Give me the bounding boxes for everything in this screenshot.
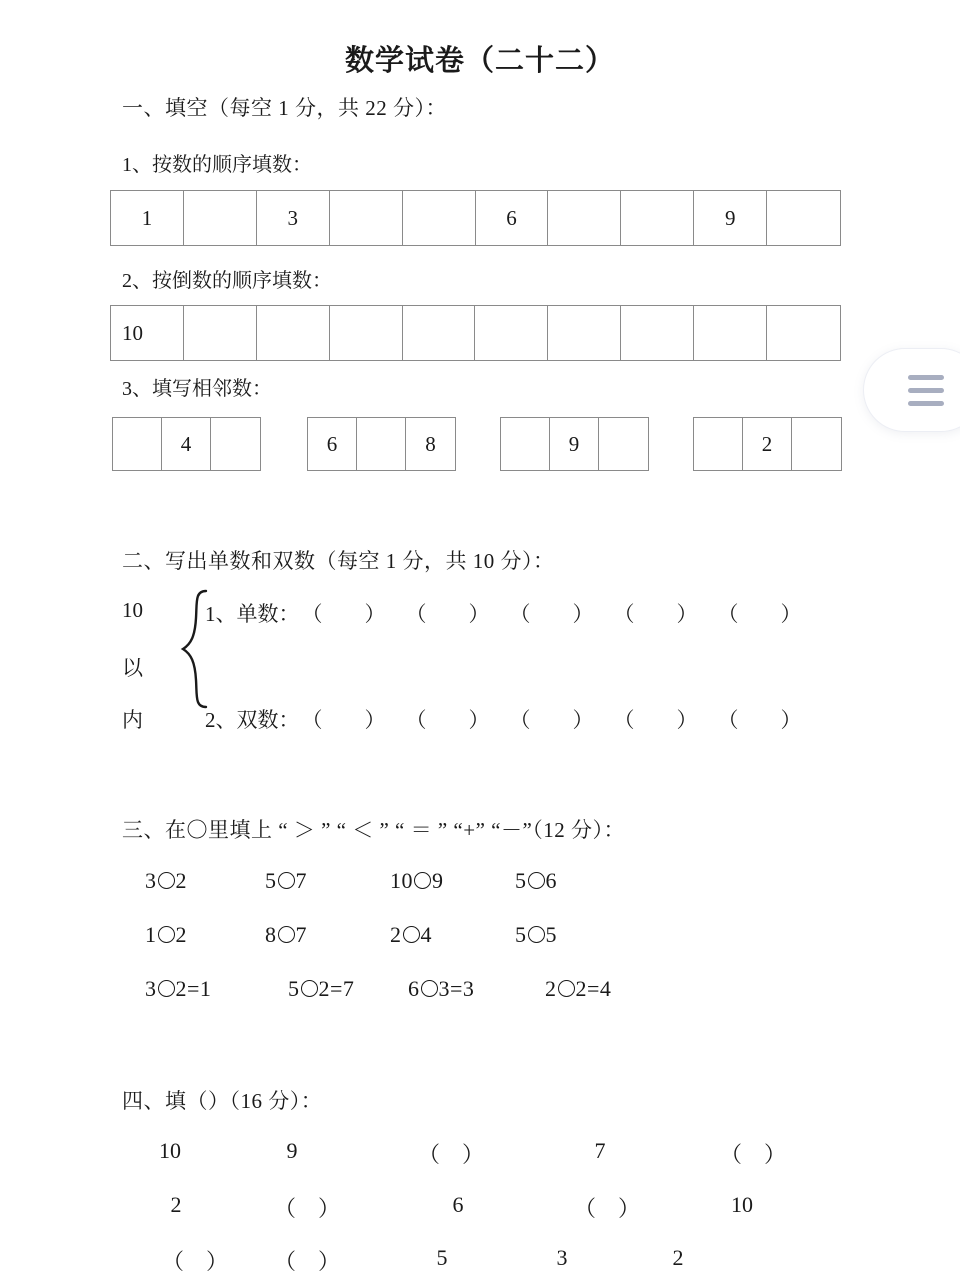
comparison-item[interactable] — [390, 922, 432, 948]
fill-cell[interactable]: （ ） — [273, 1249, 340, 1274]
table-cell[interactable]: 8 — [425, 431, 436, 456]
operand-right: 7 — [295, 922, 307, 947]
answer-blank[interactable]: （ ） — [301, 708, 386, 732]
operand-right: 2 — [175, 922, 187, 947]
table-cell[interactable] — [403, 191, 476, 245]
operand-tail: =1 — [187, 976, 212, 1001]
even-numbers-label: 2、双数： — [205, 708, 300, 732]
operand-left: 5 — [288, 976, 300, 1001]
operand-left: 2 — [390, 922, 402, 947]
fill-cell[interactable]: 2 — [672, 1245, 684, 1270]
fill-cell[interactable]: 5 — [436, 1245, 448, 1270]
operand-tail: =3 — [450, 976, 475, 1001]
table-cell[interactable] — [621, 191, 694, 245]
sequence-table-ascending — [110, 190, 841, 246]
table-cell[interactable] — [694, 418, 743, 470]
table-cell[interactable] — [621, 306, 694, 360]
table-cell[interactable]: 9 — [550, 418, 599, 470]
table-cell[interactable] — [257, 306, 330, 360]
comparison-item[interactable] — [515, 922, 557, 948]
page-title: 数学试卷（二十二） — [344, 45, 615, 77]
operand-right: 2 — [318, 976, 330, 1001]
question-1-2-label: 2、按倒数的顺序填数： — [122, 270, 332, 292]
fill-cell[interactable]: 3 — [556, 1245, 568, 1270]
operand-left: 8 — [265, 922, 277, 947]
scope-char-10: 10 — [122, 598, 143, 622]
comparison-item[interactable] — [145, 868, 187, 894]
fill-cell[interactable]: （ ） — [161, 1249, 228, 1274]
operand-left: 6 — [408, 976, 420, 1001]
table-cell[interactable]: 2 — [743, 418, 792, 470]
operand-right: 2 — [175, 868, 187, 893]
fill-cell[interactable]: （ ） — [719, 1142, 786, 1167]
scope-char-yi: 以 — [122, 656, 143, 680]
operand-right: 4 — [420, 922, 432, 947]
odd-numbers-label: 1、单数： — [205, 602, 300, 626]
table-cell[interactable]: 1 — [111, 191, 184, 245]
hamburger-menu-button[interactable] — [863, 348, 960, 432]
scope-char-nei: 内 — [122, 708, 143, 732]
table-cell[interactable] — [475, 306, 548, 360]
comparison-item[interactable] — [288, 976, 354, 1002]
circle-blank-icon[interactable] — [158, 872, 175, 889]
circle-blank-icon[interactable] — [414, 872, 431, 889]
answer-blank[interactable]: （ ） — [613, 708, 698, 732]
neighbor-group — [307, 417, 456, 471]
section-2-even-row — [205, 704, 822, 734]
answer-blank[interactable]: （ ） — [717, 708, 802, 732]
fill-cell[interactable]: 6 — [452, 1192, 464, 1217]
neighbor-group — [112, 417, 261, 471]
neighbor-group — [693, 417, 842, 471]
operand-left: 5 — [515, 922, 527, 947]
circle-blank-icon[interactable] — [558, 980, 575, 997]
table-cell[interactable] — [357, 418, 406, 470]
comparison-item[interactable] — [515, 868, 557, 894]
operand-left: 1 — [145, 922, 157, 947]
question-1-3-label: 3、填写相邻数： — [122, 378, 272, 400]
operand-right: 2 — [175, 976, 187, 1001]
table-cell[interactable]: 3 — [257, 191, 330, 245]
question-1-1-label: 1、按数的顺序填数： — [122, 154, 312, 176]
table-cell[interactable] — [403, 306, 476, 360]
operand-right: 9 — [432, 868, 444, 893]
operand-left: 3 — [145, 976, 157, 1001]
circle-blank-icon[interactable] — [528, 926, 545, 943]
circle-blank-icon[interactable] — [421, 980, 438, 997]
operand-right: 2 — [575, 976, 587, 1001]
table-cell[interactable] — [767, 306, 840, 360]
operand-left: 5 — [265, 868, 277, 893]
fill-cell[interactable]: （ ） — [573, 1196, 640, 1221]
section-1-heading: 一、填空（每空 1 分，共 22 分）： — [122, 96, 447, 120]
fill-cell[interactable]: 9 — [286, 1138, 298, 1163]
circle-blank-icon[interactable] — [278, 872, 295, 889]
answer-blank[interactable]: （ ） — [509, 602, 594, 626]
hamburger-bar-icon — [908, 401, 944, 406]
answer-blank[interactable]: （ ） — [301, 602, 386, 626]
answer-blank[interactable]: （ ） — [405, 708, 490, 732]
table-cell[interactable] — [184, 191, 257, 245]
comparison-item[interactable] — [545, 976, 611, 1002]
table-cell[interactable] — [113, 418, 162, 470]
operand-right: 7 — [295, 868, 307, 893]
table-cell[interactable] — [501, 418, 550, 470]
fill-cell[interactable]: 2 — [170, 1192, 182, 1217]
operand-left: 3 — [145, 868, 157, 893]
comparison-item[interactable] — [265, 922, 307, 948]
fill-cell[interactable]: 7 — [594, 1138, 606, 1163]
section-2-odd-row — [205, 598, 822, 628]
table-cell[interactable] — [599, 418, 648, 470]
comparison-item[interactable] — [390, 868, 444, 894]
answer-blank[interactable]: （ ） — [717, 602, 802, 626]
operand-right: 6 — [545, 868, 557, 893]
circle-blank-icon[interactable] — [528, 872, 545, 889]
table-cell[interactable] — [330, 306, 403, 360]
comparison-item[interactable] — [145, 922, 187, 948]
fill-cell[interactable]: 10 — [159, 1138, 181, 1163]
table-cell[interactable] — [548, 191, 621, 245]
operand-tail: =4 — [587, 976, 612, 1001]
operand-left: 5 — [515, 868, 527, 893]
table-cell[interactable] — [767, 191, 840, 245]
section-2-heading: 二、写出单数和双数（每空 1 分，共 10 分）： — [122, 549, 555, 573]
section-3-heading: 三、在〇里填上 “ ＞ ” “ ＜ ” “ ＝ ” “+” “－”（12 分）： — [122, 818, 626, 842]
circle-blank-icon[interactable] — [403, 926, 420, 943]
fill-cell[interactable]: （ ） — [417, 1142, 484, 1167]
operand-right: 5 — [545, 922, 557, 947]
table-cell[interactable] — [330, 191, 403, 245]
table-cell[interactable] — [792, 418, 841, 470]
operand-left: 2 — [545, 976, 557, 1001]
operand-right: 3 — [438, 976, 450, 1001]
table-cell[interactable] — [694, 306, 767, 360]
comparison-item[interactable] — [265, 868, 307, 894]
table-cell[interactable] — [548, 306, 621, 360]
comparison-item[interactable] — [408, 976, 474, 1002]
circle-blank-icon[interactable] — [278, 926, 295, 943]
fill-cell[interactable]: 10 — [731, 1192, 753, 1217]
fill-cell[interactable]: （ ） — [273, 1196, 340, 1221]
circle-blank-icon[interactable] — [158, 926, 175, 943]
answer-blank[interactable]: （ ） — [405, 602, 490, 626]
circle-blank-icon[interactable] — [158, 980, 175, 997]
sequence-table-descending — [110, 305, 841, 361]
comparison-item[interactable] — [145, 976, 211, 1002]
table-cell[interactable] — [184, 306, 257, 360]
operand-left: 10 — [390, 868, 413, 893]
hamburger-bar-icon — [908, 375, 944, 380]
answer-blank[interactable]: （ ） — [613, 602, 698, 626]
answer-blank[interactable]: （ ） — [509, 708, 594, 732]
operand-tail: =7 — [330, 976, 355, 1001]
hamburger-bar-icon — [908, 388, 944, 393]
table-cell[interactable]: 9 — [694, 191, 767, 245]
table-cell[interactable]: 4 — [162, 418, 211, 470]
table-cell[interactable] — [211, 418, 260, 470]
section-4-heading: 四、填（）（16 分）： — [122, 1089, 323, 1113]
table-cell[interactable]: 6 — [308, 418, 357, 470]
table-cell[interactable]: 10 — [111, 306, 184, 360]
circle-blank-icon[interactable] — [301, 980, 318, 997]
table-cell[interactable]: 6 — [476, 191, 549, 245]
neighbor-group — [500, 417, 649, 471]
